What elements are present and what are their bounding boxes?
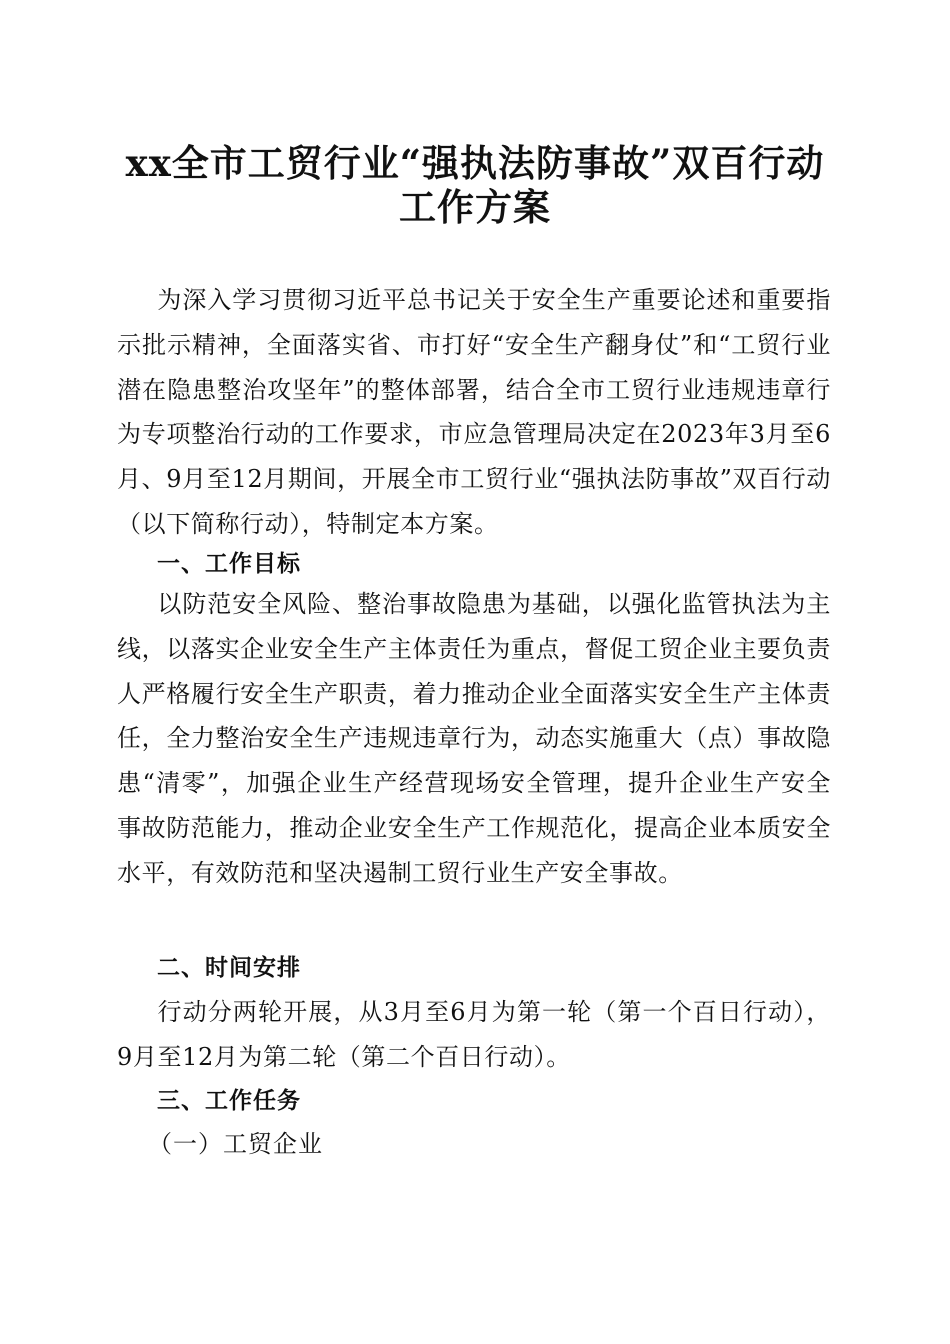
goal-paragraph (117, 582, 831, 896)
section-heading-goal: 一、工作目标 (157, 551, 301, 577)
section-heading-schedule: 二、时间安排 (157, 955, 301, 981)
intro-paragraph (117, 278, 831, 547)
section-heading-tasks: 三、工作任务 (157, 1088, 301, 1114)
subsection-heading-enterprises: （一）工贸企业 (148, 1130, 323, 1158)
goal-paragraph-text: 以防范安全风险、整治事故隐患为基础，以强化监管执法为主线，以落实企业安全生产主体责任为重点，督促工贸企业主要负责人严格履行安全生产职责，着力推动企业全面落实安全生产主体责任，全力整治安全生产违规违章行为，动态实施重大（点）事故隐患“清零”，加强企业生产经营现场安全管理，提升企业生产安全事故防范能力，推动企业安全生产工作规范化，提高企业本质安全水平，有效防范和坚决遏制工贸行业生产安全事故。 (117, 590, 831, 887)
document-title-line-1: xx全市工贸行业“强执法防事故”双百行动 (125, 141, 825, 185)
schedule-paragraph (117, 990, 831, 1080)
schedule-paragraph-text: 行动分两轮开展，从3月至6月为第一轮（第一个百日行动），9月至12月为第二轮（第二个百日行动）。 (117, 998, 831, 1071)
intro-paragraph-text: 为深入学习贯彻习近平总书记关于安全生产重要论述和重要指示批示精神，全面落实省、市打好“安全生产翻身仗”和“工贸行业潜在隐患整治攻坚年”的整体部署，结合全市工贸行业违规违章行为专项整治行动的工作要求，市应急管理局决定在2023年3月至6月、9月至12月期间，开展全市工贸行业“强执法防事故”双百行动（以下简称行动），特制定本方案。 (117, 286, 831, 538)
document-title-line-2: 工作方案 (399, 185, 551, 229)
